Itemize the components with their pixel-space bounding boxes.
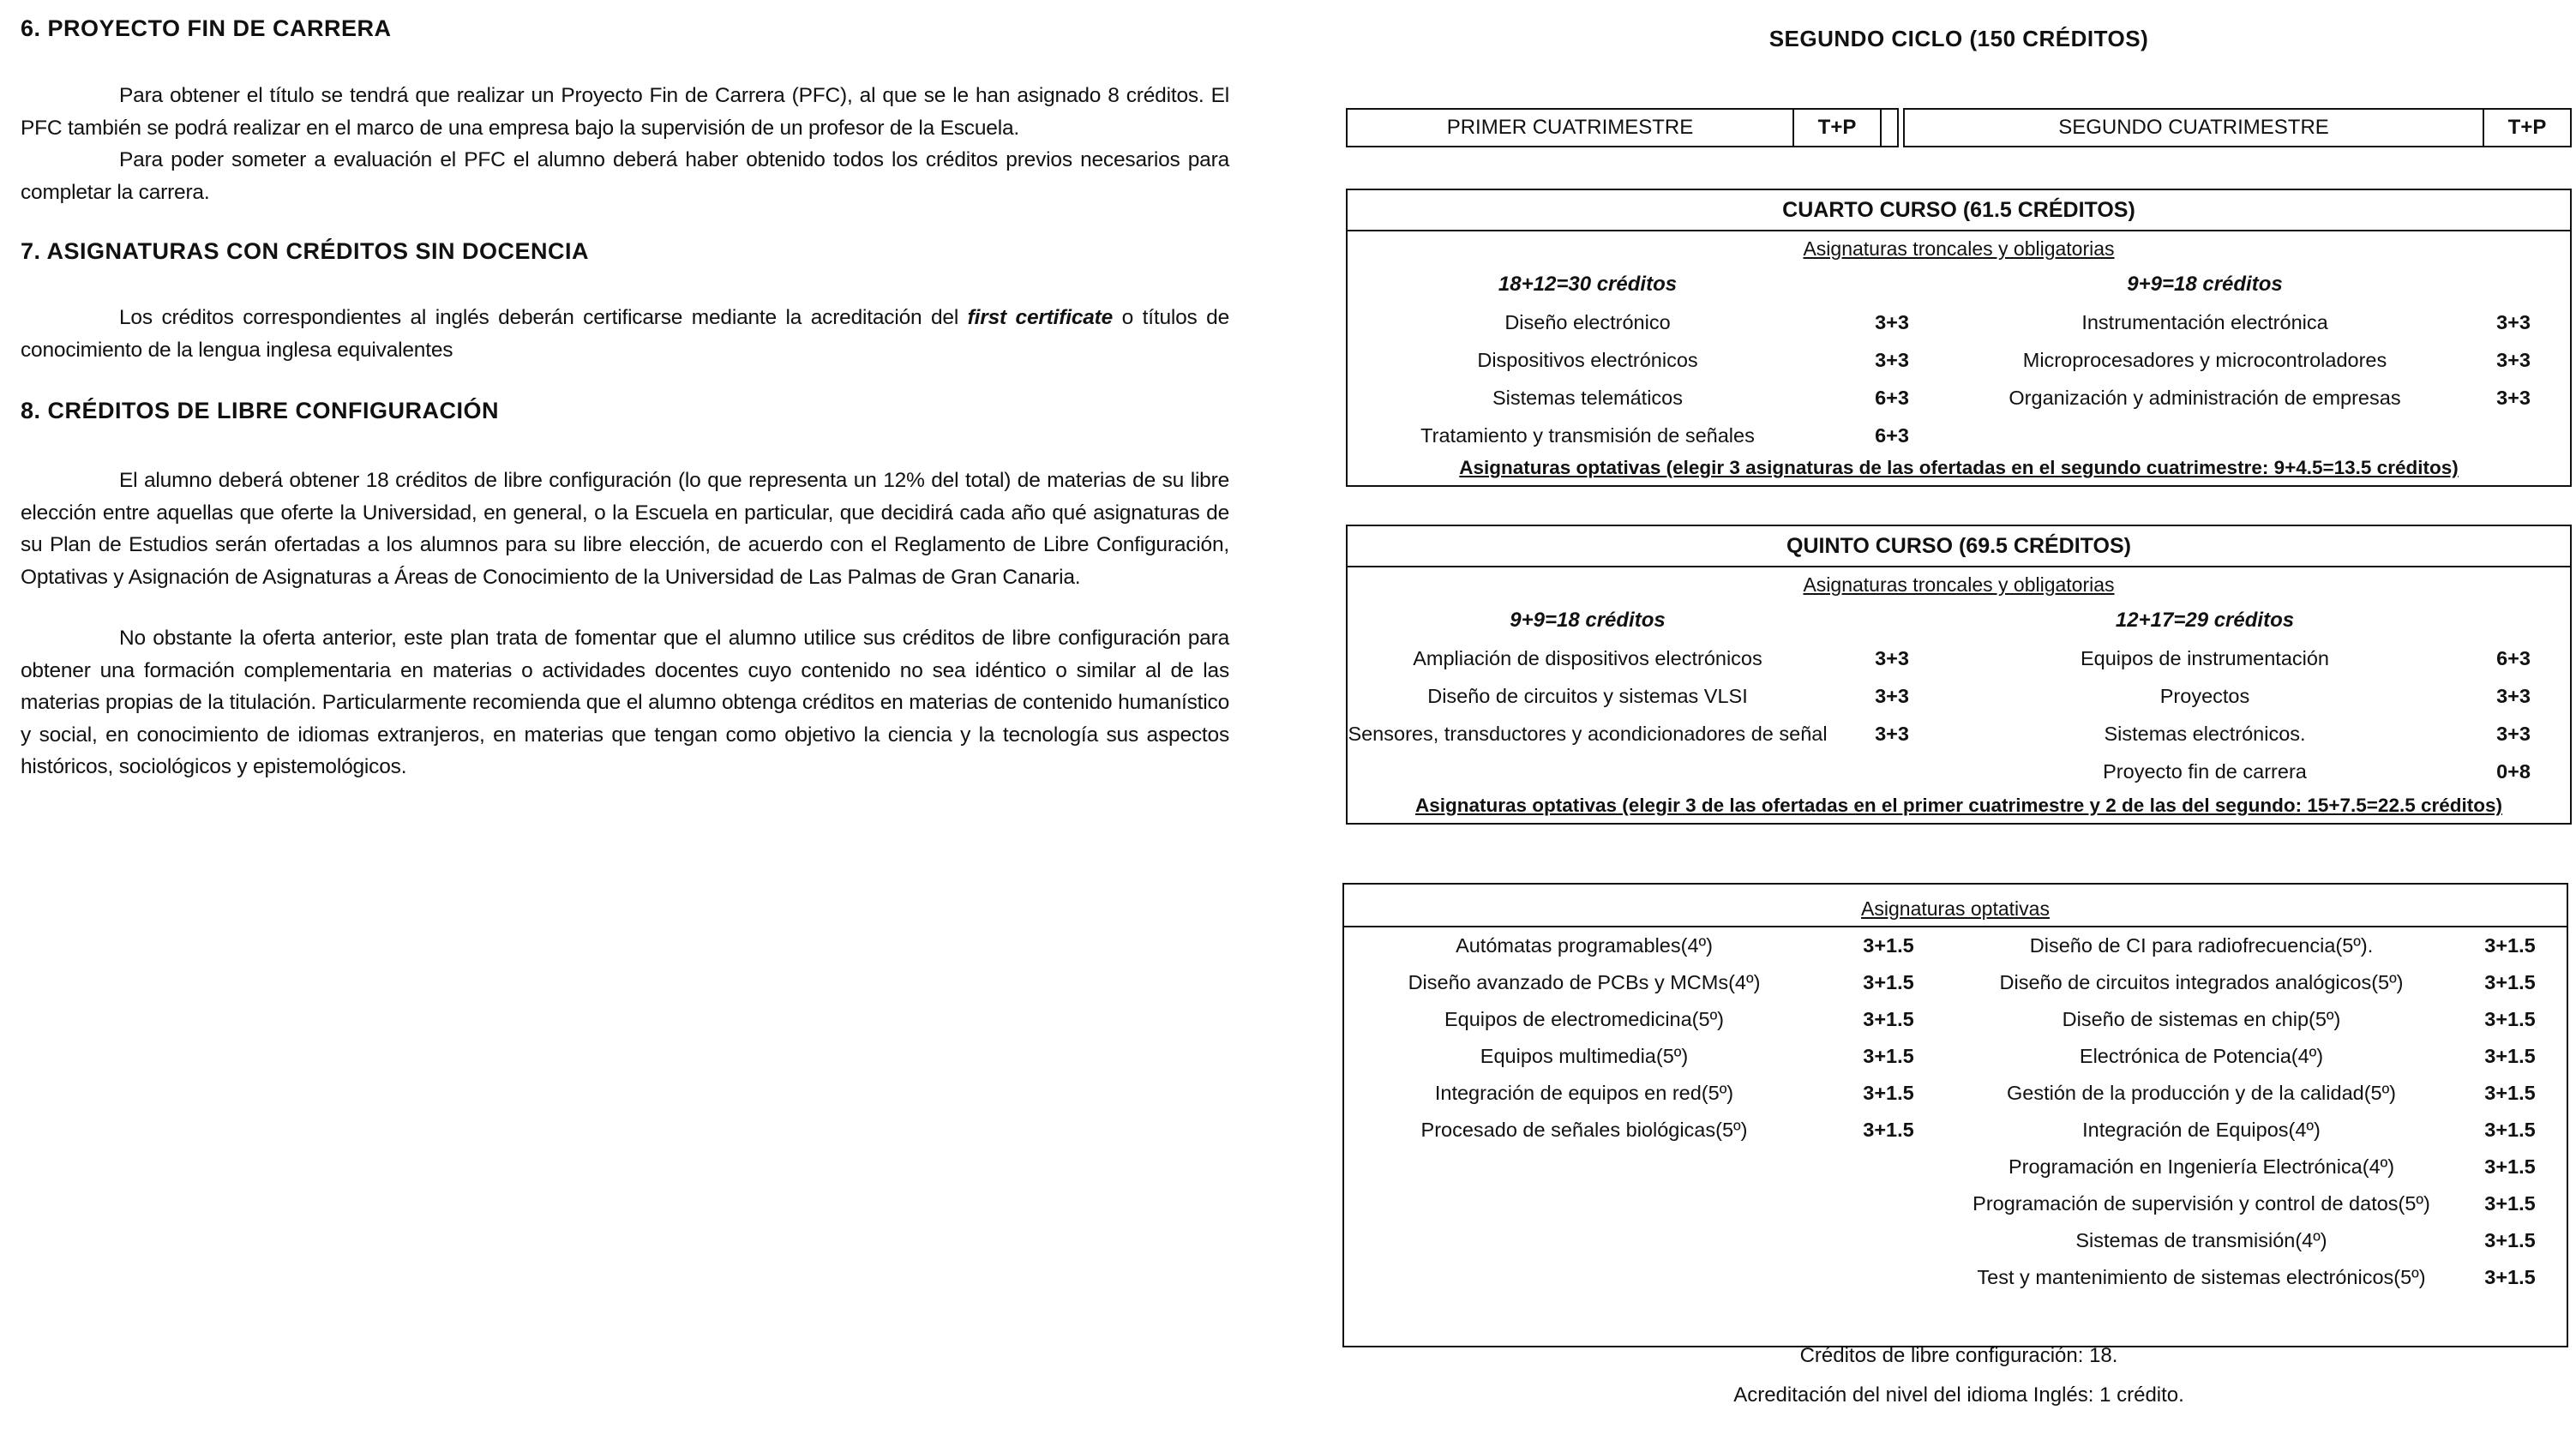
subject-credits: 3+1.5 xyxy=(2484,1082,2536,1104)
subject-credits: 3+1.5 xyxy=(1863,1045,1914,1067)
subject-name: Diseño de circuitos y sistemas VLSI xyxy=(1427,684,1748,707)
subject-name: Integración de Equipos(4º) xyxy=(2082,1119,2321,1141)
table-row xyxy=(1956,379,2573,417)
section-8-title: 8. CRÉDITOS DE LIBRE CONFIGURACIÓN xyxy=(21,398,500,423)
header-second-tp: T+P xyxy=(2483,110,2570,146)
section-7-paragraph: Los créditos correspondientes al inglés deberán certificarse mediante la acreditación del first certificate o títulos de conocimiento de la lengua inglesa equivalentes xyxy=(21,306,1229,362)
cuarto-right-credits: 9+9=18 créditos xyxy=(2127,273,2283,296)
subject-credits: 3+3 xyxy=(2496,386,2531,409)
ingles-note: Acreditación del nivel del idioma Inglés: 1 crédito. xyxy=(1733,1383,2184,1407)
subject-credits: 3+1.5 xyxy=(1863,1008,1914,1030)
subject-name: Diseño avanzado de PCBs y MCMs(4º) xyxy=(1408,971,1761,993)
table-row xyxy=(1953,1075,2570,1112)
table-row xyxy=(1953,964,2570,1001)
subject-credits: 3+3 xyxy=(1875,646,1909,669)
subject-credits: 3+3 xyxy=(1875,348,1909,371)
subject-name: Instrumentación electrónica xyxy=(2081,310,2328,333)
table-row xyxy=(1348,379,1956,417)
quinto-title: QUINTO CURSO (69.5 CRÉDITOS) xyxy=(1348,526,2570,567)
section-6-paragraph-1: Para obtener el título se tendrá que realizar un Proyecto Fin de Carrera (PFC), al que se le han asignado 8 créditos. El PFC también se podrá realizar en el marco de una empresa bajo la supervisión de un profesor de la Escuela. xyxy=(21,84,1229,140)
optativas-left-rows xyxy=(1344,927,1953,1149)
table-row xyxy=(1956,639,2573,677)
header-second-label: SEGUNDO CUATRIMESTRE xyxy=(2058,116,2329,139)
optativas-right-rows xyxy=(1953,927,2570,1296)
header-gap xyxy=(1877,108,1899,147)
subject-name: Programación en Ingeniería Electrónica(4º) xyxy=(2008,1155,2395,1178)
section-8-paragraph-1: El alumno deberá obtener 18 créditos de libre configuración (lo que representa un 12% del total) de materias de su libre elección entre aquellas que oferte la Universidad, en general, o la Escuela en particular, que decidirá cada año qué asignaturas de su Plan de Estudios serán ofertadas a los alumnos para su libre elección, de acuerdo con el Reglamento de Libre Configuración, Optativas y Asignación de Asignaturas a Áreas de Conocimiento de la Universidad de Las Palmas de Gran Canaria. xyxy=(21,469,1229,589)
quinto-right-col xyxy=(1956,602,2573,790)
table-row xyxy=(1348,417,1956,454)
subject-credits: 3+3 xyxy=(2496,684,2531,707)
quinto-curso-box xyxy=(1346,525,2572,825)
header-first-tp: T+P xyxy=(1792,110,1880,146)
subject-name: Tratamiento y transmisión de señales xyxy=(1420,423,1755,447)
subject-name: Proyecto fin de carrera xyxy=(2103,759,2307,783)
table-row xyxy=(1953,1222,2570,1259)
subject-credits: 3+3 xyxy=(1875,684,1909,707)
subject-credits: 6+3 xyxy=(2496,646,2531,669)
cuarto-left-credits: 18+12=30 créditos xyxy=(1498,273,1678,296)
subject-credits: 6+3 xyxy=(1875,386,1909,409)
subject-credits: 3+1.5 xyxy=(2484,934,2536,957)
cuarto-left-col xyxy=(1348,266,1956,454)
cuarto-optativas-note: Asignaturas optativas (elegir 3 asignaturas de las ofertadas en el segundo cuatrimestre: 9+4.5=13.5 créditos) xyxy=(1459,457,2459,478)
section-6-paragraph-2: Para poder someter a evaluación el PFC el alumno deberá haber obtenido todos los créditos previos necesarios para completar la carrera. xyxy=(21,148,1229,204)
subject-credits: 3+1.5 xyxy=(2484,1119,2536,1141)
table-row xyxy=(1348,639,1956,677)
subject-name: Sistemas de transmisión(4º) xyxy=(2075,1229,2327,1251)
cuarto-right-rows xyxy=(1956,303,2573,417)
cuarto-left-rows xyxy=(1348,303,1956,454)
table-row xyxy=(1344,1112,1953,1149)
table-row xyxy=(1953,1038,2570,1075)
subject-name: Electrónica de Potencia(4º) xyxy=(2079,1045,2324,1067)
subject-credits: 3+1.5 xyxy=(1863,934,1914,957)
subject-name: Programación de supervisión y control de datos(5º) xyxy=(1973,1192,2430,1215)
quinto-left-rows xyxy=(1348,639,1956,753)
cycle-title: SEGUNDO CICLO (150 CRÉDITOS) xyxy=(1768,26,2149,51)
subject-name: Sensores, transductores y acondicionadores de señal xyxy=(1348,722,1828,745)
subject-credits: 0+8 xyxy=(2496,759,2531,783)
cuarto-title: CUARTO CURSO (61.5 CRÉDITOS) xyxy=(1348,190,2570,231)
table-row xyxy=(1956,715,2573,753)
subject-name: Diseño de sistemas en chip(5º) xyxy=(2062,1008,2341,1030)
subject-name: Autómatas programables(4º) xyxy=(1456,934,1713,957)
table-row xyxy=(1956,677,2573,715)
table-row xyxy=(1344,1038,1953,1075)
header-second-semester xyxy=(1903,108,2572,147)
section-6-title: 6. PROYECTO FIN DE CARRERA xyxy=(21,15,392,41)
subject-credits: 3+1.5 xyxy=(2484,1155,2536,1178)
subject-name: Equipos de instrumentación xyxy=(2080,646,2329,669)
subject-credits: 3+1.5 xyxy=(2484,1266,2536,1288)
subject-credits: 3+1.5 xyxy=(1863,971,1914,993)
table-row xyxy=(1344,1075,1953,1112)
section-8-paragraph-2: No obstante la oferta anterior, este plan trata de fomentar que el alumno utilice sus créditos de libre configuración para obtener una formación complementaria en materias o actividades docentes cuyo contenido no sea idéntico o similar al de las materias propias de la titulación. Particularmente recomienda que el alumno obtenga créditos en materias de contenido humanístico y social, en conocimiento de idiomas extranjeros, en materias que tengan como objetivo la ciencia y la tecnología sus aspectos históricos, sociológicos y epistemológicos. xyxy=(21,627,1229,778)
optativas-left-col xyxy=(1344,927,1953,1296)
subject-credits: 3+3 xyxy=(2496,310,2531,333)
table-row xyxy=(1956,341,2573,379)
quinto-subtitle: Asignaturas troncales y obligatorias xyxy=(1803,573,2115,596)
subject-name: Integración de equipos en red(5º) xyxy=(1434,1082,1734,1104)
subject-credits: 3+3 xyxy=(2496,722,2531,745)
table-row xyxy=(1348,303,1956,341)
table-row xyxy=(1348,341,1956,379)
subject-credits: 3+1.5 xyxy=(2484,1008,2536,1030)
table-row xyxy=(1953,1185,2570,1222)
table-row xyxy=(1344,964,1953,1001)
optativas-right-col xyxy=(1953,927,2570,1296)
quinto-right-rows xyxy=(1956,639,2573,790)
subject-name: Diseño electrónico xyxy=(1504,310,1671,333)
optativas-box xyxy=(1342,883,2568,1347)
subject-name: Microprocesadores y microcontroladores xyxy=(2022,348,2387,371)
subject-name: Dispositivos electrónicos xyxy=(1477,348,1698,371)
subject-credits: 3+1.5 xyxy=(1863,1119,1914,1141)
quinto-left-credits: 9+9=18 créditos xyxy=(1510,609,1666,632)
table-row xyxy=(1348,715,1956,753)
table-row xyxy=(1956,303,2573,341)
libre-configuracion-note: Créditos de libre configuración: 18. xyxy=(1799,1344,2118,1367)
optativas-title: Asignaturas optativas xyxy=(1344,885,2567,927)
quinto-left-col xyxy=(1348,602,1956,790)
subject-name: Equipos multimedia(5º) xyxy=(1480,1045,1689,1067)
subject-credits: 3+1.5 xyxy=(2484,1229,2536,1251)
header-first-label: PRIMER CUATRIMESTRE xyxy=(1446,116,1694,139)
subject-credits: 3+1.5 xyxy=(2484,1192,2536,1215)
subject-credits: 3+3 xyxy=(2496,348,2531,371)
subject-name: Sistemas telemáticos xyxy=(1492,386,1684,409)
table-row xyxy=(1344,1001,1953,1038)
cuarto-curso-box xyxy=(1346,189,2572,487)
subject-name: Gestión de la producción y de la calidad(5º) xyxy=(2006,1082,2397,1104)
subject-name: Organización y administración de empresas xyxy=(2009,386,2401,409)
subject-name: Proyectos xyxy=(2159,684,2250,707)
subject-name: Procesado de señales biológicas(5º) xyxy=(1420,1119,1748,1141)
table-row xyxy=(1953,1259,2570,1296)
table-row xyxy=(1956,753,2573,790)
quinto-optativas-note: Asignaturas optativas (elegir 3 de las ofertadas en el primer cuatrimestre y 2 de las del segundo: 15+7.5=22.5 créditos) xyxy=(1414,795,2502,816)
subject-name: Equipos de electromedicina(5º) xyxy=(1444,1008,1724,1030)
table-row xyxy=(1344,927,1953,964)
section-7-title: 7. ASIGNATURAS CON CRÉDITOS SIN DOCENCIA xyxy=(21,238,590,264)
subject-credits: 3+1.5 xyxy=(2484,971,2536,993)
subject-credits: 3+1.5 xyxy=(1863,1082,1914,1104)
subject-credits: 3+1.5 xyxy=(2484,1045,2536,1067)
subject-credits: 6+3 xyxy=(1875,423,1909,447)
subject-name: Diseño de circuitos integrados analógicos(5º) xyxy=(1999,971,2404,993)
quinto-right-credits: 12+17=29 créditos xyxy=(2115,609,2295,632)
table-row xyxy=(1953,1112,2570,1149)
table-row xyxy=(1953,1001,2570,1038)
table-row xyxy=(1348,677,1956,715)
header-first-semester xyxy=(1346,108,1882,147)
subject-credits: 3+3 xyxy=(1875,722,1909,745)
subject-credits: 3+3 xyxy=(1875,310,1909,333)
subject-name: Sistemas electrónicos. xyxy=(2104,722,2306,745)
table-row xyxy=(1953,1149,2570,1185)
subject-name: Test y mantenimiento de sistemas electrónicos(5º) xyxy=(1977,1266,2426,1288)
cuarto-right-col xyxy=(1956,266,2573,454)
subject-name: Ampliación de dispositivos electrónicos xyxy=(1413,646,1762,669)
table-row xyxy=(1953,927,2570,964)
subject-name: Diseño de CI para radiofrecuencia(5º). xyxy=(2029,934,2374,957)
cuarto-subtitle: Asignaturas troncales y obligatorias xyxy=(1803,237,2115,260)
